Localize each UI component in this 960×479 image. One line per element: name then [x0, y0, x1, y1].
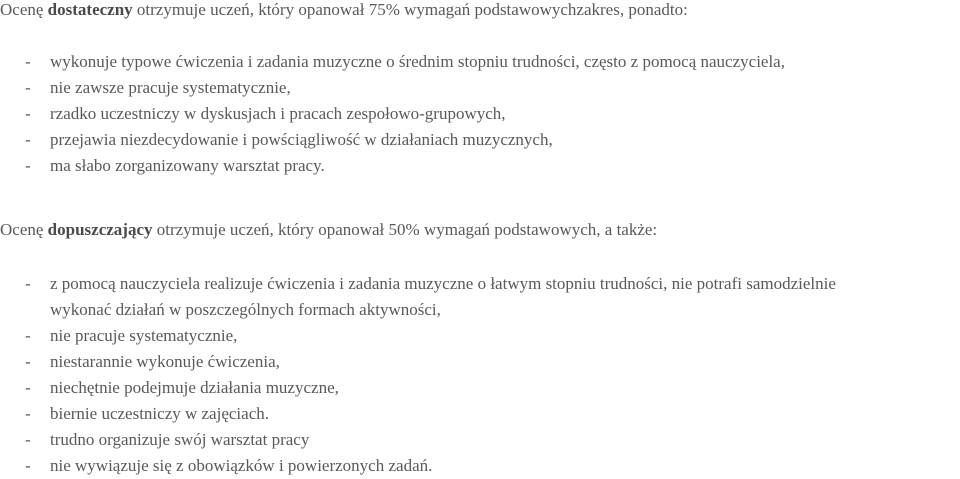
dash-bullet: -: [25, 456, 31, 475]
grade-section-dostateczny: [0, 0, 960, 179]
grade-section-dopuszczajacy: [0, 217, 960, 479]
dash-bullet: -: [25, 78, 31, 97]
list-item-text: przejawia niezdecydowanie i powściągliwość w działaniach muzycznych,: [50, 130, 553, 149]
dash-bullet: -: [25, 378, 31, 397]
list-item: [0, 453, 960, 479]
list-item: [0, 427, 960, 453]
heading-prefix: Ocenę: [0, 0, 48, 19]
list-item-text: nie pracuje systematycznie,: [50, 326, 238, 345]
requirements-list: [0, 271, 960, 479]
list-item: [0, 75, 960, 101]
section-heading: [0, 0, 960, 23]
dash-bullet: -: [25, 404, 31, 423]
list-item-text-continuation: wykonać działań w poszczególnych formach aktywności,: [50, 300, 441, 319]
list-item: [0, 127, 960, 153]
list-item-text: nie zawsze pracuje systematycznie,: [50, 78, 291, 97]
list-item: [0, 323, 960, 349]
heading-prefix: Ocenę: [0, 220, 48, 239]
list-item: [0, 401, 960, 427]
dash-bullet: -: [25, 52, 31, 71]
list-item-text: wykonuje typowe ćwiczenia i zadania muzyczne o średnim stopniu trudności, często z pomocą nauczyciela,: [50, 52, 785, 71]
list-item-text: rzadko uczestniczy w dyskusjach i pracach zespołowo-grupowych,: [50, 104, 506, 123]
list-item: [0, 49, 960, 75]
requirements-list: [0, 49, 960, 179]
list-item-text: biernie uczestniczy w zajęciach.: [50, 404, 269, 423]
dash-bullet: -: [25, 274, 31, 293]
dash-bullet: -: [25, 430, 31, 449]
heading-suffix: otrzymuje uczeń, który opanował 50% wymagań podstawowych, a także:: [152, 220, 658, 239]
list-item-text: z pomocą nauczyciela realizuje ćwiczenia i zadania muzyczne o łatwym stopniu trudności, nie potrafi samodzielnie: [50, 274, 836, 293]
grade-name: dopuszczający: [47, 220, 153, 239]
list-item-text: trudno organizuje swój warsztat pracy: [50, 430, 310, 449]
list-item-text: niestarannie wykonuje ćwiczenia,: [50, 352, 280, 371]
grade-name: dostateczny: [47, 0, 133, 19]
dash-bullet: -: [25, 156, 31, 175]
dash-bullet: -: [25, 130, 31, 149]
list-item-text: ma słabo zorganizowany warsztat pracy.: [50, 156, 325, 175]
list-item: [0, 101, 960, 127]
dash-bullet: -: [25, 352, 31, 371]
list-item-text: nie wywiązuje się z obowiązków i powierzonych zadań.: [50, 456, 433, 475]
list-item: [0, 271, 960, 323]
list-item: [0, 375, 960, 401]
section-heading: [0, 217, 960, 243]
list-item: [0, 153, 960, 179]
list-item: [0, 349, 960, 375]
dash-bullet: -: [25, 104, 31, 123]
heading-suffix: otrzymuje uczeń, który opanował 75% wymagań podstawowychzakres, ponadto:: [132, 0, 688, 19]
list-item-text: niechętnie podejmuje działania muzyczne,: [50, 378, 339, 397]
dash-bullet: -: [25, 326, 31, 345]
